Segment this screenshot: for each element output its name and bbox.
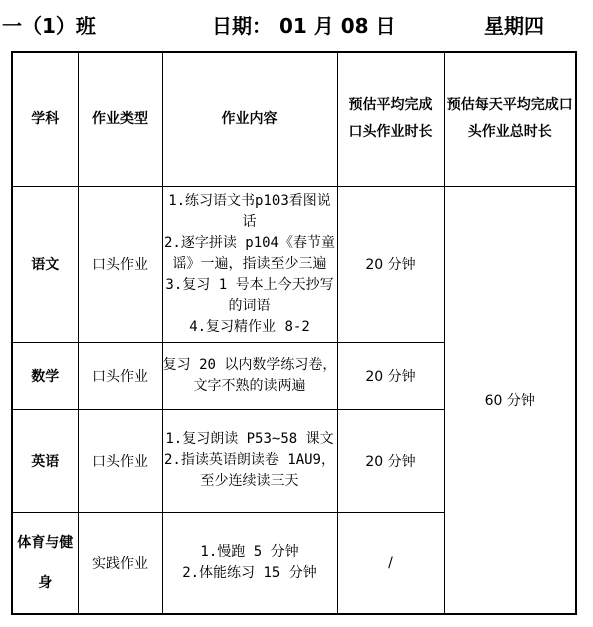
col-header-subject: 学科 — [12, 52, 78, 186]
content-cell — [162, 342, 337, 409]
content-cell — [162, 186, 337, 342]
col-header-total-duration: 预估每天平均完成口头作业总时长 — [444, 52, 576, 186]
content-cell — [162, 409, 337, 512]
class-name: 一（1）班 — [2, 14, 96, 38]
subject-cell: 体育与健身 — [12, 512, 78, 614]
date-label: 日期： 01 月 08 日 — [212, 14, 396, 38]
type-cell: 实践作业 — [78, 512, 162, 614]
type-cell: 口头作业 — [78, 409, 162, 512]
content-line: 话 — [242, 213, 257, 230]
duration-cell: / — [337, 512, 444, 614]
homework-table — [11, 51, 577, 615]
duration-cell: 20 分钟 — [337, 186, 444, 342]
total-duration-cell: 60 分钟 — [444, 186, 576, 614]
col-header-avg-duration: 预估平均完成口头作业时长 — [337, 52, 444, 186]
col-header-type: 作业类型 — [78, 52, 162, 186]
col-header-content: 作业内容 — [162, 52, 337, 186]
table-header-row — [12, 52, 576, 186]
content-line: 的词语 — [228, 297, 271, 314]
subject-cell: 数学 — [12, 342, 78, 409]
content-line: 1.慢跑 5 分钟 — [200, 543, 299, 560]
content-line: 复习 20 以内数学练习卷， — [162, 356, 337, 373]
content-line: 谣》一遍，指读至少三遍 — [172, 255, 327, 272]
page-header — [0, 4, 593, 40]
content-line: 2.指读英语朗读卷 1AU9， — [163, 452, 335, 468]
duration-cell: 20 分钟 — [337, 342, 444, 409]
content-line: 文字不熟的读两遍 — [193, 377, 306, 394]
subject-cell: 英语 — [12, 409, 78, 512]
content-line: 2.体能练习 15 分钟 — [182, 564, 317, 581]
content-line: 1.练习语文书p103看图说 — [168, 192, 331, 209]
content-line: 3.复习 1 号本上今天抄写 — [165, 276, 334, 293]
content-line: 4.复习精作业 8-2 — [189, 318, 310, 335]
subject-cell: 语文 — [12, 186, 78, 342]
content-line: 2.逐字拼读 p104《春节童 — [163, 234, 335, 251]
content-line: 至少连续读三天 — [200, 473, 299, 489]
table-row — [12, 186, 576, 342]
duration-cell: 20 分钟 — [337, 409, 444, 512]
type-cell: 口头作业 — [78, 186, 162, 342]
weekday-label: 星期四 — [484, 14, 544, 38]
type-cell: 口头作业 — [78, 342, 162, 409]
content-cell — [162, 512, 337, 614]
content-line: 1.复习朗读 P53~58 课文 — [165, 431, 334, 447]
